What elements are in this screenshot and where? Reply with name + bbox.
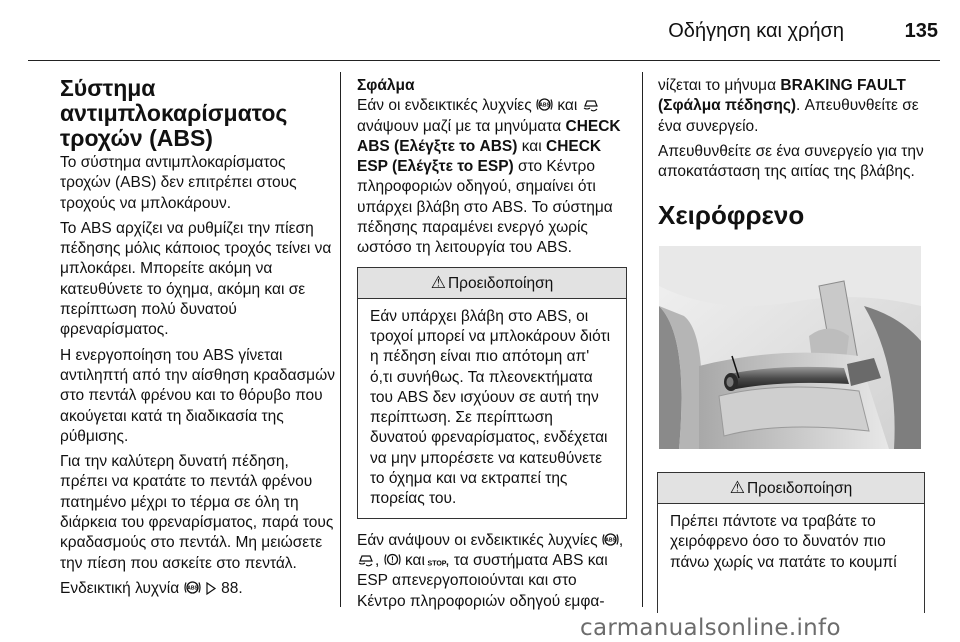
text: και [557,97,578,115]
text: και [521,137,542,155]
paragraph: Εάν ανάψουν οι ενδεικτικές λυχνίες ABS , , ! και STOP , τα συστήματα ABS και ESP απενεργοποιούνται και στο Κέντρο πληροφοριών οδηγού εμφα- [357,531,624,610]
paragraph [357,96,627,258]
warning-text: Πρέπει πάντοτε να τραβάτε το χειρόφρενο όσο το δυνατόν πιο πάνω χωρίς να πατάτε το κουμπί [670,513,897,571]
abs-warning-lamp-icon [536,97,553,112]
svg-text:!: ! [390,555,394,565]
stop-lamp-icon [429,558,445,567]
warning-title: Προειδοποίηση [746,480,853,497]
esp-skid-icon [357,552,375,567]
paragraph: Απευθυνθείτε σε ένα συνεργείο για την αποκατάσταση της αιτίας της βλάβης. [658,142,924,181]
section-heading-handbrake: Χειρόφρενο [658,200,805,231]
column-handbrake [658,76,924,230]
paragraph: Για την καλύτερη δυνατή πέδηση, πρέπει να κρατάτε το πεντάλ φρένου πατημένο μέχρι το τέρμα σε όλη τη διάρκεια του φρεναρίσματος, παρά τους κραδασμούς στο πεντάλ. Μη μειώσετε την πίεση που ασκείτε στο πεντάλ. [60,453,334,572]
subheading-fault: Σφάλμα [357,77,415,94]
column-divider-2 [642,72,643,607]
abs-warning-lamp-icon [602,532,619,547]
text: νίζεται το μήνυμα [658,77,777,94]
text: Εάν ανάψουν οι ενδεικτικές λυχνίες [357,531,598,549]
text: ανάψουν μαζί με τα μηνύματα [357,117,562,135]
svg-text:STOP: STOP [427,560,447,568]
warning-box-handbrake [657,472,925,613]
esp-skid-icon [582,97,600,112]
text: τα συστήματα ABS και ESP απενεργοποιούνται και στο Κέντρο πληροφοριών οδηγού εμφα- [357,551,608,610]
column-divider-1 [340,72,341,607]
heading-line: Σύστημα [60,75,156,101]
paragraph: Το ABS αρχίζει να ρυθμίζει την πίεση πέδησης μόλις κάποιος τροχός τείνει να μπλοκάρει. Μπορείτε ακόμη να κατευθύνετε το όχημα, ακόμη και σε περίπτωση πολύ δυνατού φρεναρίσματος. [60,219,332,339]
paragraph [60,579,338,599]
warning-header [658,473,924,504]
warning-header [358,268,626,299]
page-header-title: Οδήγηση και χρήση [668,20,844,42]
watermark: carmanualsonline.info [580,615,841,641]
section-heading-abs [60,76,338,151]
page-number: 135 [904,20,938,42]
page-reference: 88. [221,579,243,597]
brake-warning-icon [384,552,401,567]
handbrake-drawing [659,246,921,449]
warning-title: Προειδοποίηση [447,274,554,292]
paragraph: Το σύστημα αντιμπλοκαρίσματος τροχών (ABS) δεν επιτρέπει στους τροχούς να μπλοκάρουν. [60,154,297,212]
page-reference-arrow-icon [205,582,217,595]
text: και [404,551,425,569]
header-rule [28,60,940,61]
text: . Απευθυνθείτε σε ένα συνεργείο. [658,97,919,135]
svg-text:ABS: ABS [186,585,198,592]
warning-box-abs [357,267,627,519]
svg-text:ABS: ABS [605,537,616,544]
column-abs [60,76,338,604]
paragraph [658,76,924,137]
svg-text:ABS: ABS [539,102,550,109]
heading-line: αντιμπλοκαρίσματος [60,100,288,126]
warning-triangle-icon: ⚠ [430,272,446,292]
text: Εάν οι ενδεικτικές λυχνίες [357,97,532,115]
column-fault [357,76,627,617]
paragraph: Η ενεργοποίηση του ABS γίνεται αντιληπτή από την αίσθηση κραδασμών στο πεντάλ φρένου και το θόρυβο που ακούγεται κατά τη διαδικασία της ρύθμισης. [60,346,335,445]
message-braking-fault: BRAKING FAULT (Σφάλμα πέδησης) [658,77,906,115]
warning-triangle-icon: ⚠ [729,478,745,497]
message-check-esp: CHECK ESP (Ελέγξτε το ESP) [357,137,602,176]
text: στο Κέντρο πληροφοριών οδηγού, σημαίνει ότι υπάρχει βλάβη στο ABS. Το σύστημα πέδησης παραμένει ενεργό χωρίς ωστόσο τη λειτουργία του ABS. [357,158,613,257]
abs-warning-lamp-icon [184,580,201,595]
heading-line: τροχών (ABS) [60,125,213,151]
warning-text: Εάν υπάρχει βλάβη στο ABS, οι τροχοί μπορεί να μπλοκάρουν διότι η πέδηση είναι πιο απότομη απ' ό,τι συνήθως. Τα πλεονεκτήματα του ABS δεν ισχύουν σε αυτή την περίπτωση. Σε περίπτωση δυνατού φρεναρίσματος, ενδέχεται να μην μπορέσετε να κατευθύνετε το όχημα και να εκτραπεί της πορείας του. [370,307,611,508]
text: Ενδεικτική λυχνία [60,579,180,597]
handbrake-illustration [659,246,921,449]
message-check-abs: CHECK ABS (Ελέγξτε το ABS) [357,117,621,155]
